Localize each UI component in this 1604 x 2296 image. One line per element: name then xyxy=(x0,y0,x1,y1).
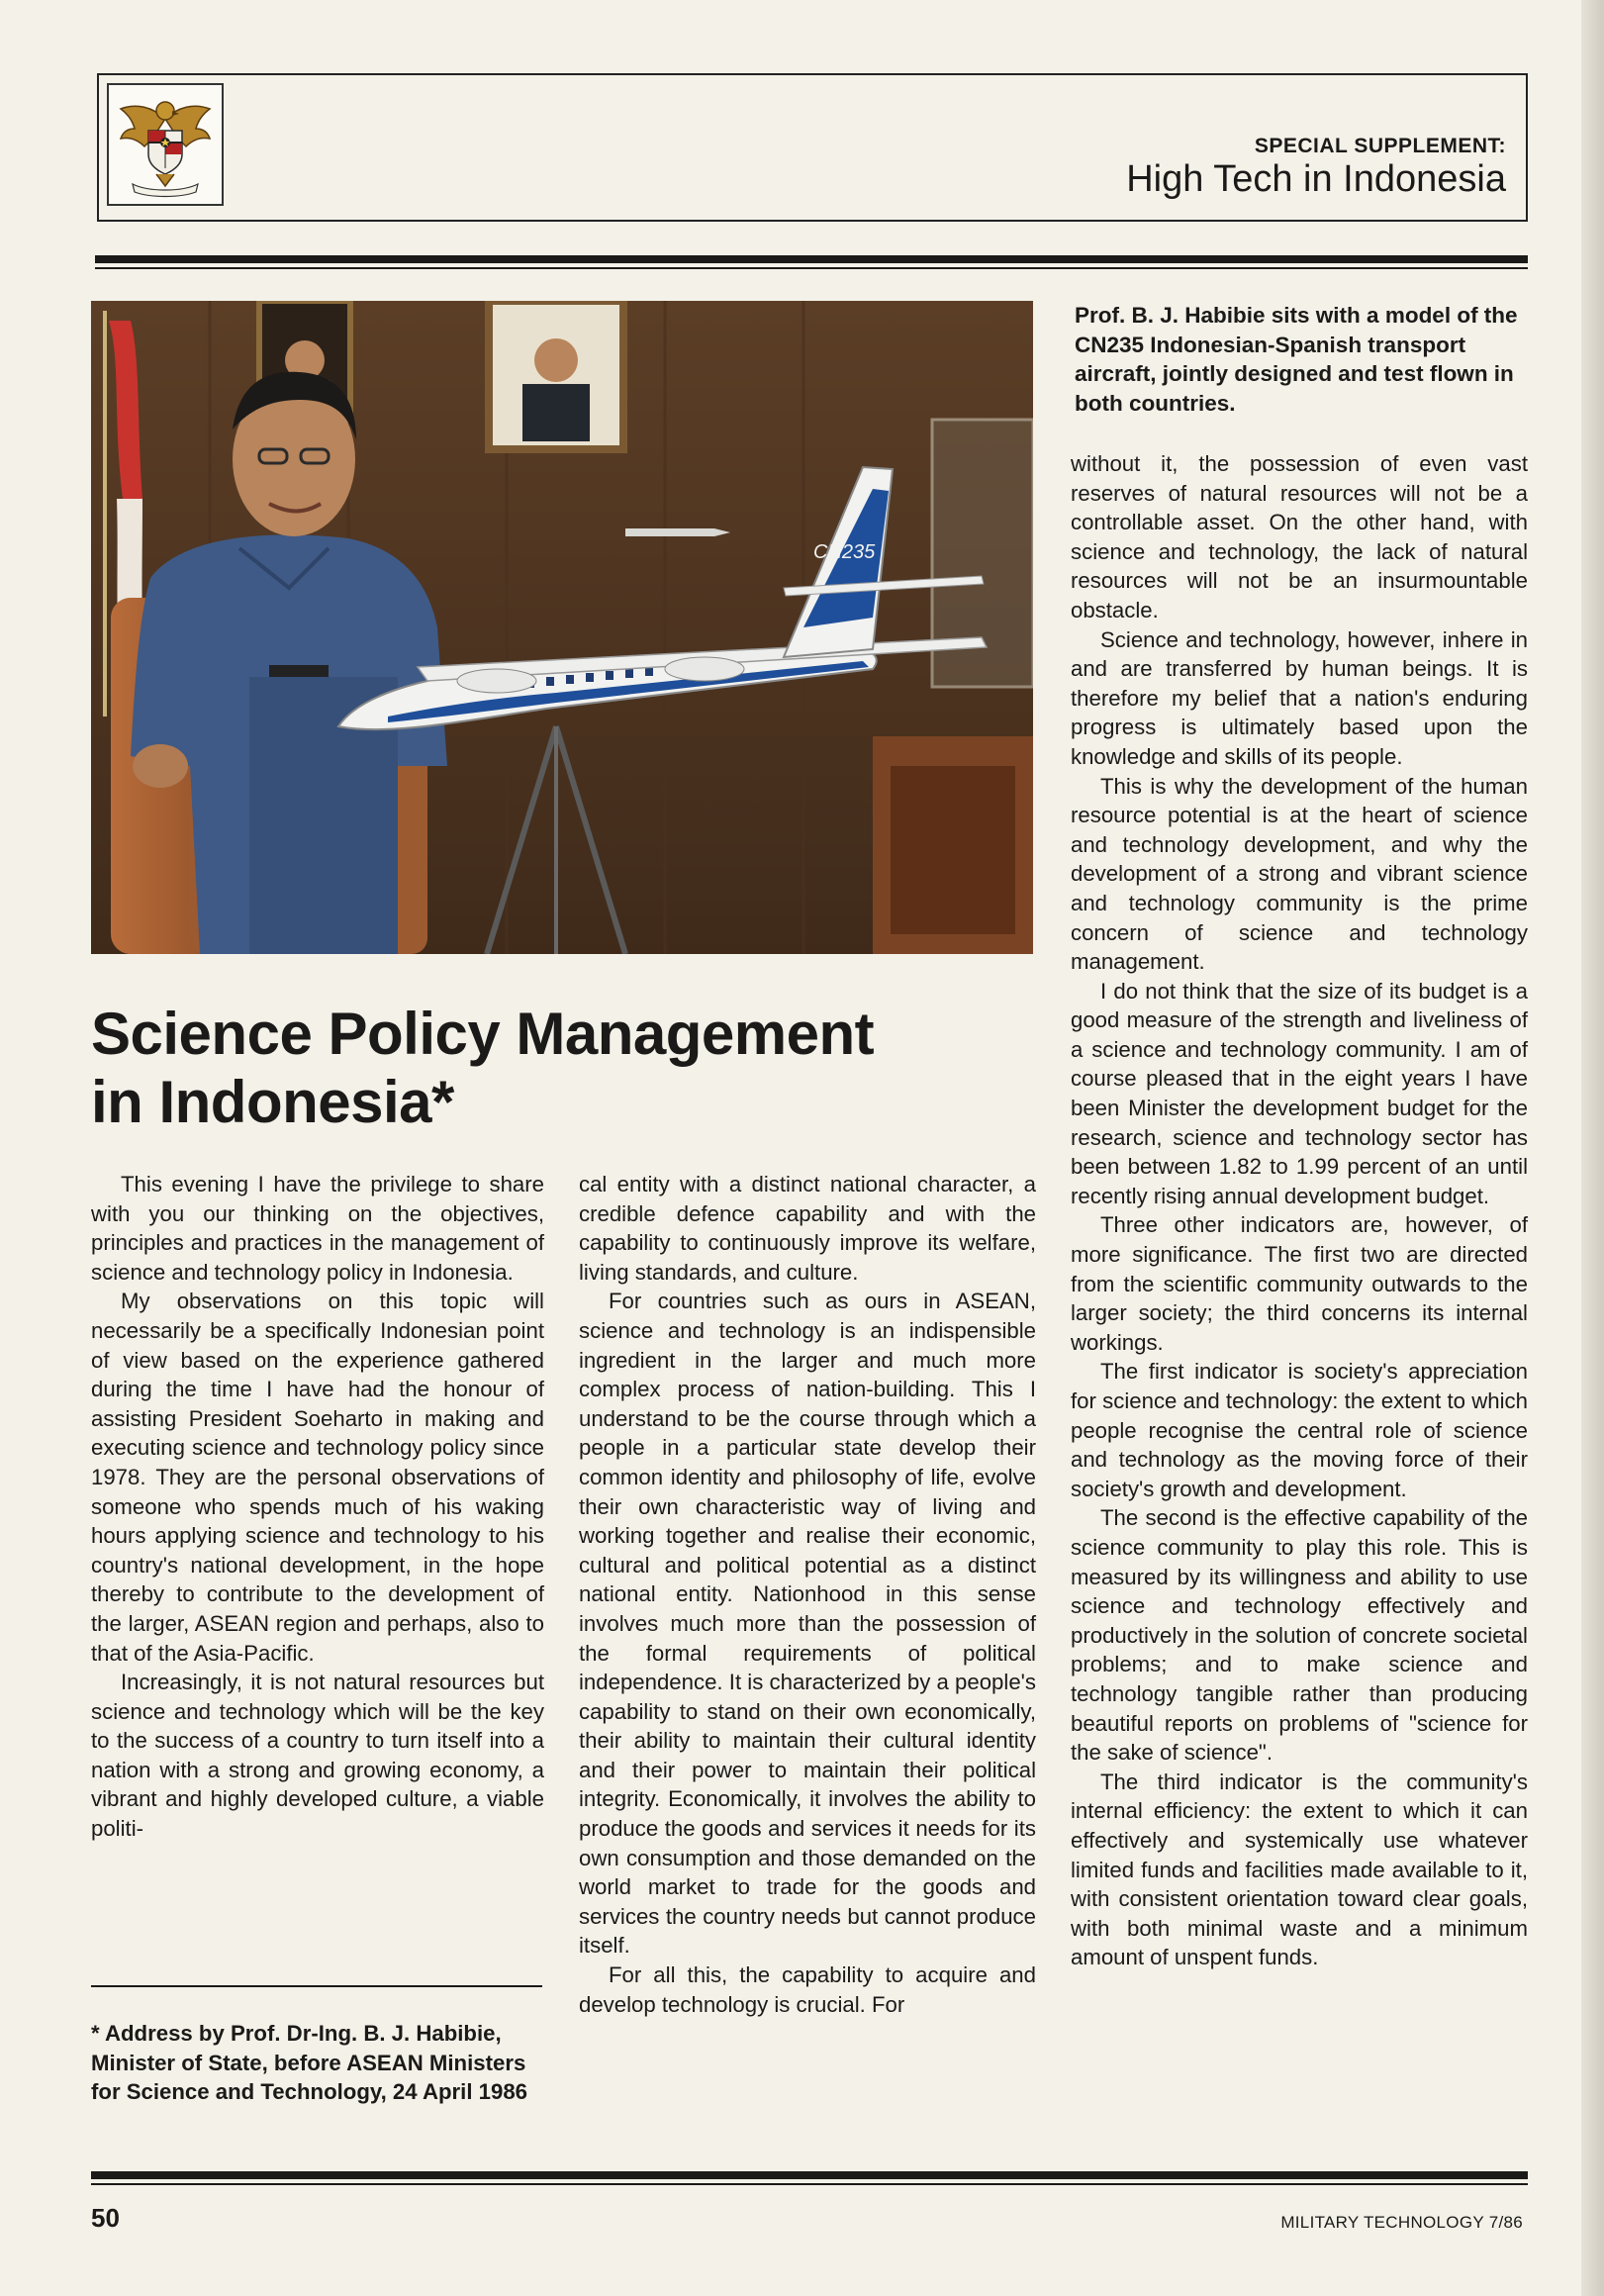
paragraph: The second is the effective capability of the science community to play this role. This is measured by its willingness and ability to use science and technology effectively and productively in the solution of concrete societal problems; and to make science and technology tangible rather than producing beautiful reports on problems of "science for the sake of science". xyxy=(1071,1505,1528,1766)
paragraph: I do not think that the size of its budget is a good measure of the strength and liveliness of a science and technology community. I am of course pleased that in the eight years I have been Minister the development budget for the research, science and technology sector has been between 1.82 to 1.99 percent of an until recently rising annual development budget. xyxy=(1071,978,1528,1208)
article-column-1 xyxy=(91,1170,544,1844)
aircraft-marking-text: CN235 xyxy=(813,541,876,563)
paragraph: Increasingly, it is not natural resources but science and technology which will be the key to the success of a country to turn itself into a nation with a strong and growing economy, a vibrant and highly developed culture, a viable politi- xyxy=(91,1670,544,1842)
garuda-emblem-icon xyxy=(113,89,218,200)
paragraph: My observations on this topic will necessarily be a specifically Indonesian point of view based on the experience gathered during the time I have had the honour of assisting President Soeharto in making and executing science and technology policy since 1978. They are the personal observations of someone who spends much of his waking hours applying science and technology to his country's national development, in the hope thereby to contribute to the development of the larger, ASEAN region and perhaps, also to that of the Asia-Pacific. xyxy=(91,1289,544,1666)
paragraph: Science and technology, however, inhere in and are transferred by human beings. It is therefore my belief that a nation's enduring progress is ultimately based upon the knowledge and skills of its people. xyxy=(1071,626,1528,769)
paragraph: Three other indicators are, however, of more significance. The first two are directed from the scientific community outwards to the larger society; the third concerns its internal workings. xyxy=(1071,1212,1528,1355)
bottom-rule-thin xyxy=(91,2183,1528,2185)
paragraph: For all this, the capability to acquire and develop technology is crucial. For xyxy=(579,1962,1036,2017)
bottom-rule xyxy=(91,2171,1528,2179)
supplement-label: SPECIAL SUPPLEMENT: xyxy=(1254,135,1506,157)
paragraph: This is why the development of the human resource potential is at the heart of science and technology development, and why the development of a strong and vibrant science and technology community is the prime concern of science and technology management. xyxy=(1071,773,1528,975)
emblem-frame xyxy=(107,83,224,206)
paragraph-continuation: without it, the possession of even vast reserves of natural resources will not be a controllable asset. On the other hand, with science and technology, the lack of natural resources will not be an insurmountable obstacle. xyxy=(1071,451,1528,622)
footnote-rule xyxy=(91,1985,542,1987)
article-column-2 xyxy=(579,1170,1036,2019)
paragraph: This evening I have the privilege to share with you our thinking on the objectives, principles and practices in the management of science and technology policy in Indonesia. xyxy=(91,1172,544,1285)
supplement-header xyxy=(97,73,1528,222)
footnote: * Address by Prof. Dr-Ing. B. J. Habibie, Minister of State, before ASEAN Ministers for Science and Technology, 24 April 1986 xyxy=(91,2021,528,2105)
paragraph: For countries such as ours in ASEAN, science and technology is an indispensible ingredient in the larger and much more complex process of nation-building. This I understand to be the course through which a people in a particular state develop their common identity and philosophy of life, evolve their own characteristic way of living and working together and realise their economic, cultural and political potential as a distinct national entity. Nationhood in this sense involves much more than the possession of the formal requirements of political independence. It is characterized by a people's capability to stand on their own economically, their ability to maintain their cultural identity and their power to maintain their political integrity. Economically, it involves the ability to produce the goods and services it needs for its own consumption and those demanded on the world market to trade for the goods and services the country needs but cannot produce itself. xyxy=(579,1289,1036,1959)
page-edge xyxy=(1581,0,1604,2296)
supplement-title: High Tech in Indonesia xyxy=(1126,158,1506,200)
publication-name: MILITARY TECHNOLOGY 7/86 xyxy=(1280,2213,1523,2232)
headline-line-2: in Indonesia* xyxy=(91,1069,454,1135)
top-rule-thin xyxy=(95,267,1528,269)
photo-caption: Prof. B. J. Habibie sits with a model of the CN235 Indonesian-Spanish transport aircraft, jointly designed and test flown in both countries. xyxy=(1075,303,1518,416)
top-rule xyxy=(95,255,1528,263)
article-column-3 xyxy=(1071,449,1528,1972)
paragraph: The third indicator is the community's internal efficiency: the extent to which it can effectively and systemically use whatever limited funds and facilities made available to it, with consistent orientation toward clear goals, with both minimal waste and a minimum amount of unspent funds. xyxy=(1071,1769,1528,1970)
article-headline xyxy=(91,1000,1041,1136)
paragraph-continuation: cal entity with a distinct national character, a credible defence capability and with the capability to continuously improve its welfare, living standards, and culture. xyxy=(579,1172,1036,1285)
paragraph: The first indicator is society's appreciation for science and technology: the extent to which people recognise the central role of science and technology as the moving force of their society's growth and development. xyxy=(1071,1359,1528,1501)
photo-habibie-with-aircraft-model xyxy=(91,301,1033,954)
headline-line-1: Science Policy Management xyxy=(91,1001,875,1067)
page-number: 50 xyxy=(91,2203,120,2233)
